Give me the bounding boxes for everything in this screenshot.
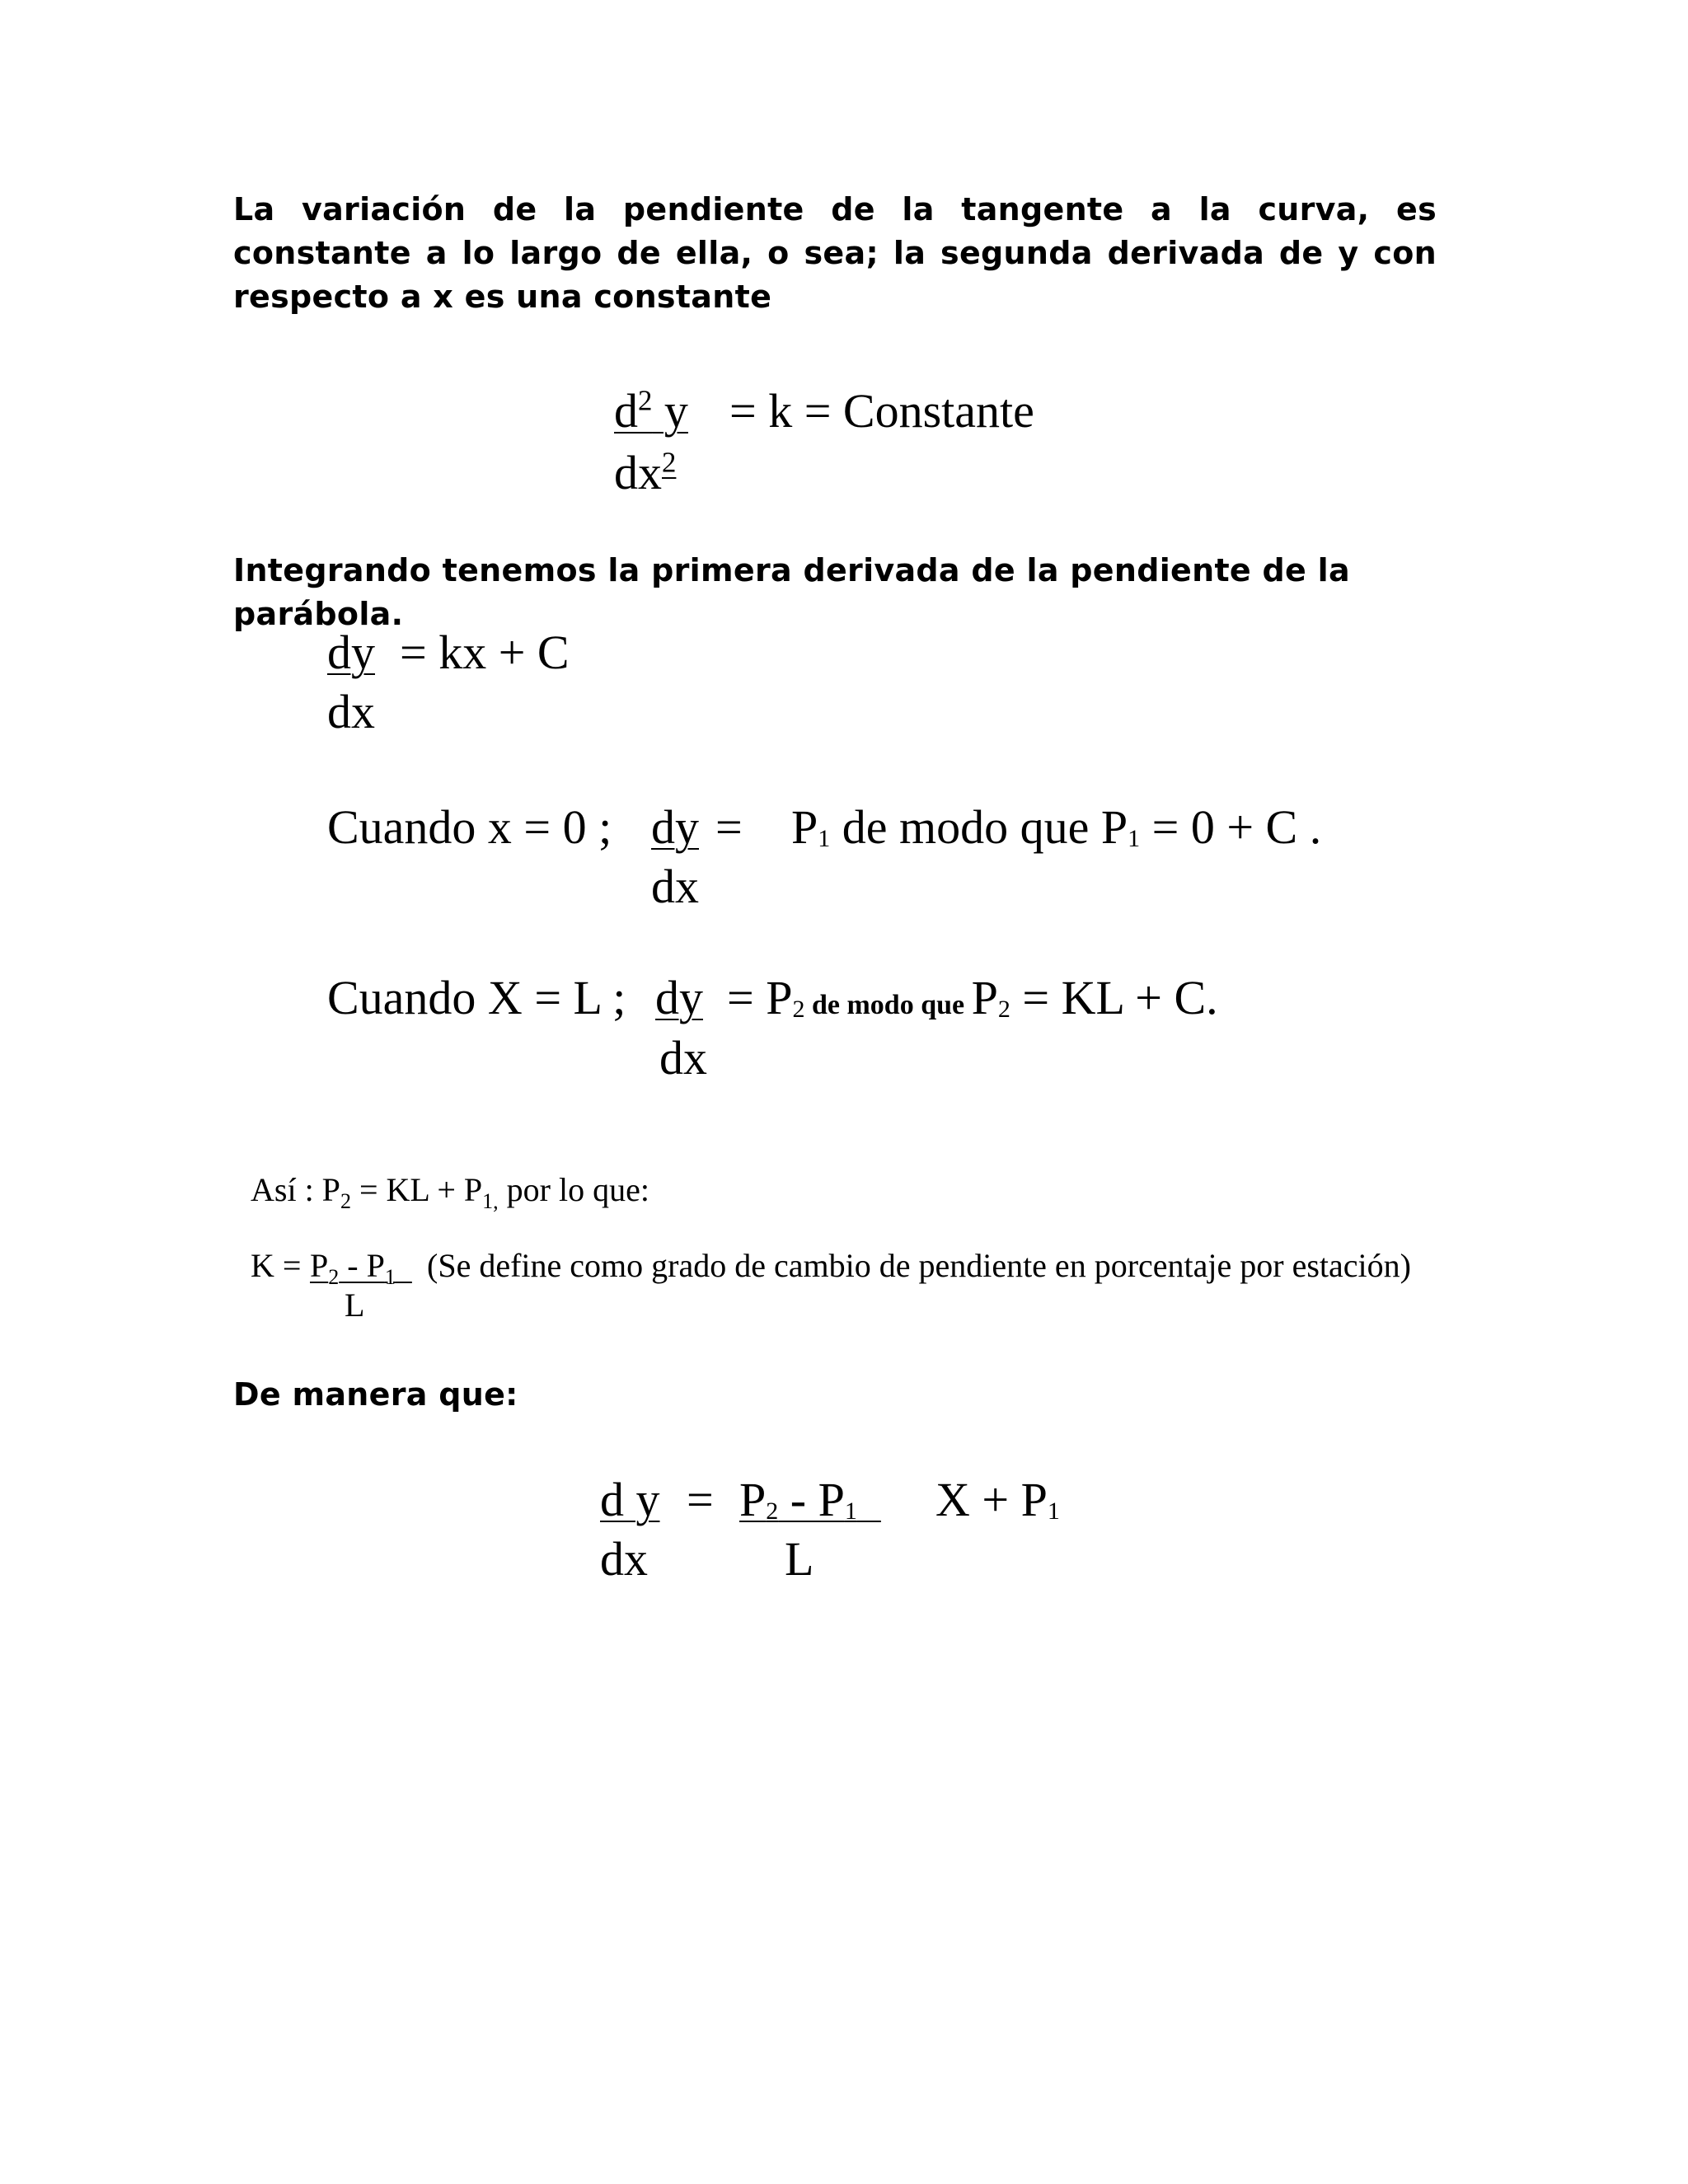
- eq6-numerator: $P_2 - P_1$: [310, 1247, 396, 1289]
- eq1-rhs: = k = Constante: [729, 384, 1034, 438]
- eq4-dx: dx: [659, 1031, 707, 1085]
- integrando-paragraph: Integrando tenemos la primera derivada de la pendiente de la parábola.: [233, 552, 1350, 632]
- eq7-tail: $X + P_1$: [935, 1473, 1060, 1526]
- eq1-denominator: $dx^2$: [614, 446, 677, 499]
- de-manera-paragraph: De manera que:: [233, 1376, 518, 1413]
- eq4-numerator: dy: [655, 971, 703, 1024]
- eq4-rhs: = $P_2$ de modo que $P_2$ = KL + C.: [727, 971, 1218, 1024]
- eq6-denominator: L: [345, 1286, 365, 1324]
- eq3-rhs: $P_1$ de modo que $P_1 = 0 + C$ .: [791, 800, 1322, 854]
- eq3-denominator: dx: [651, 860, 699, 913]
- eq2-denominator: dx: [327, 685, 375, 738]
- eq3-numerator: dy: [651, 800, 699, 854]
- eq7-eq: =: [687, 1473, 714, 1526]
- eq2-numerator: dy: [327, 626, 375, 679]
- eq7-numerator: d y: [600, 1473, 660, 1526]
- intro-paragraph: La variación de la pendiente de la tangente a la curva, es constante a lo largo de ella, o sea; la segunda derivada de y con respecto a x es una constante: [233, 191, 1437, 315]
- eq1-numerator: $d^2$ y: [614, 384, 688, 438]
- eq3-eq: =: [715, 800, 743, 854]
- eq3-lead: Cuando x = 0 ;: [327, 800, 612, 854]
- eq7-denominator: dx: [600, 1532, 648, 1586]
- eq4-lead: Cuando X = L ;: [327, 971, 626, 1024]
- eq6-note: (Se define como grado de cambio de pendiente en porcentaje por estación): [427, 1247, 1411, 1284]
- eq7-fraction-denominator: L: [785, 1532, 814, 1586]
- eq7-fraction-numerator: $P_2 - P_1$: [739, 1473, 857, 1526]
- eq6-lead: K =: [251, 1247, 302, 1284]
- eq2-rhs: = kx + C: [400, 626, 570, 679]
- asi-equation: Así : $P_2$ = KL + $P_{1,}$ por lo que:: [251, 1171, 649, 1213]
